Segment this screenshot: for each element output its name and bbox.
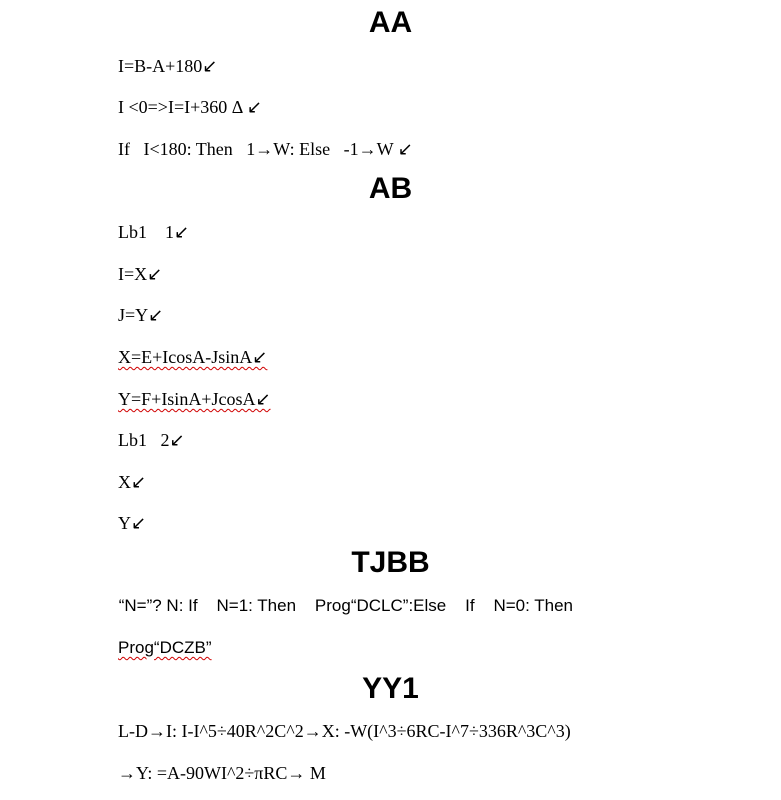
code-line: L-D→I: I-I^5÷40R^2C^2→X: -W(I^3÷6RC-I^7÷336R^3C^3) [118, 721, 571, 741]
section-heading-yy1: YY1 [362, 672, 419, 705]
code-line: Prog“DCZB” [118, 638, 212, 657]
section-heading-aa: AA [368, 6, 413, 39]
code-line: Y↙ [118, 513, 147, 533]
code-line: X↙ [118, 472, 147, 492]
code-line: Lb1 1↙ [118, 222, 190, 242]
code-line: J=Y↙ [118, 305, 164, 325]
code-line: I <0=>I=I+360 Δ ↙ [118, 97, 262, 117]
section-heading-tjbb: TJBB [351, 546, 430, 579]
code-line: I=X↙ [118, 264, 163, 284]
code-line: X=E+IcosA-JsinA↙ [118, 347, 268, 367]
code-line: I=B-A+180↙ [118, 56, 218, 76]
code-line: “N=”? N: If N=1: Then Prog“DCLC”:Else If N=0: Then [114, 596, 574, 615]
code-line: Y=F+IsinA+JcosA↙ [118, 389, 271, 409]
code-line: →Y: =A-90WI^2÷πRC→ M [118, 763, 326, 783]
code-line: Lb1 2↙ [118, 430, 185, 450]
code-line: If I<180: Then 1→W: Else -1→W ↙ [118, 139, 413, 159]
section-heading-ab: AB [368, 172, 413, 205]
